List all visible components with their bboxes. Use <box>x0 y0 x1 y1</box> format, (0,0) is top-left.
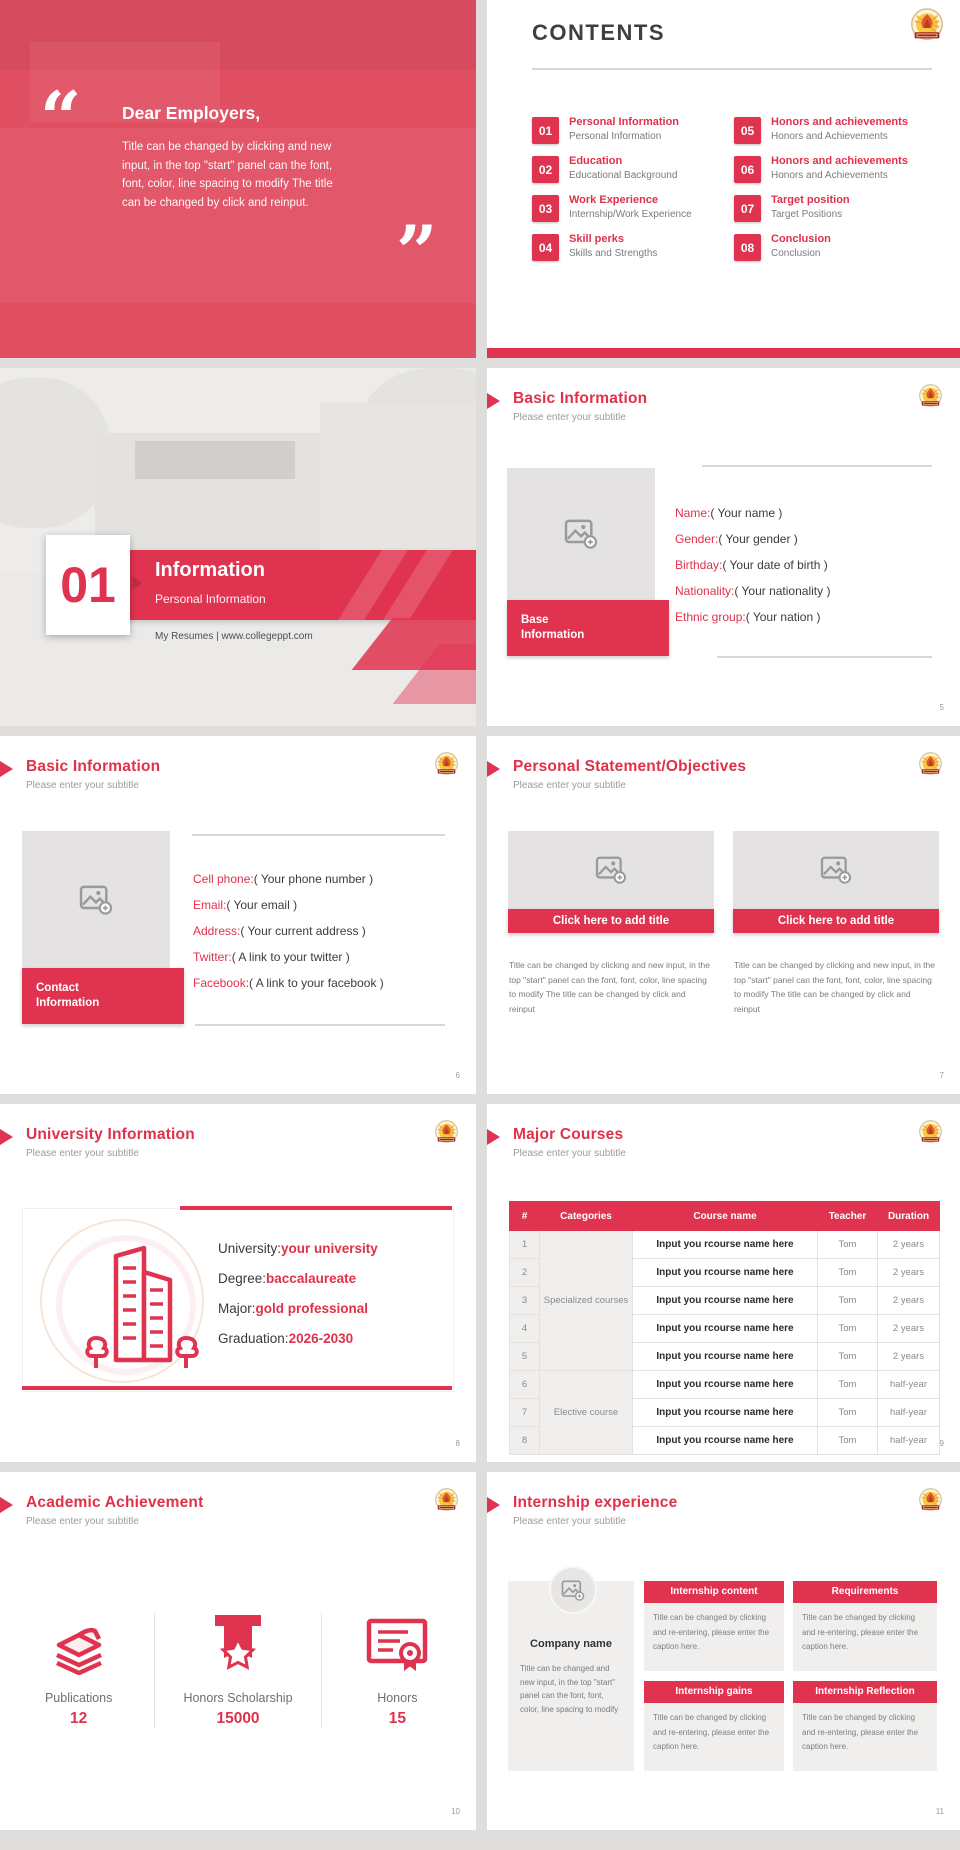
quote-line: can be changed by click and reinput. <box>122 196 309 209</box>
item-label: Honors and achievements <box>771 155 908 167</box>
slide-quote-cover[interactable] <box>0 0 476 358</box>
stat-item <box>322 1613 473 1728</box>
slide-contents[interactable] <box>487 0 960 358</box>
footer-accent-bar <box>487 348 960 358</box>
contents-title: CONTENTS <box>532 20 665 45</box>
company-avatar <box>549 1566 597 1614</box>
item-label: Skill perks <box>569 233 625 245</box>
table-row: 1 Specialized courses Input you rcourse name here Tom 2 years <box>510 1231 940 1259</box>
info-field: Email:( Your email ) <box>193 898 298 912</box>
section-footer: My Resumes | www.collegeppt.com <box>155 631 313 642</box>
university-crest-logo <box>433 1488 460 1515</box>
item-sublabel: Educational Background <box>569 170 678 181</box>
page-number: 7 <box>939 1071 944 1080</box>
university-crest-logo <box>917 1120 944 1147</box>
image-placeholder <box>507 468 655 600</box>
info-fields <box>193 866 384 996</box>
table-row: 7 Input you rcourse name here Tom half-year <box>510 1399 940 1427</box>
caption-text: Contact Information <box>36 982 100 1009</box>
section-subtitle: Personal Information <box>155 592 266 606</box>
placeholder-caption <box>22 968 184 1024</box>
slide-title: Basic Information <box>26 758 161 775</box>
internship-card-title: Internship gains <box>644 1681 784 1703</box>
contents-item <box>532 234 734 273</box>
image-placeholder <box>733 831 939 909</box>
item-sublabel: Honors and Achievements <box>771 170 888 181</box>
info-field: Facebook:( A link to your facebook ) <box>193 976 384 990</box>
item-sublabel: Internship/Work Experience <box>569 209 692 220</box>
page-number: 8 <box>455 1439 460 1448</box>
photo-building-wing <box>320 403 476 573</box>
stat-label: Honors Scholarship <box>183 1691 293 1705</box>
internship-card-title: Requirements <box>793 1581 937 1603</box>
section-number: 01 <box>60 557 116 613</box>
university-crest-logo <box>917 752 944 779</box>
page-number: 10 <box>451 1807 460 1816</box>
quote-body <box>122 138 333 212</box>
item-sublabel: Target Positions <box>771 209 843 220</box>
slide-title: Personal Statement/Objectives <box>513 758 747 775</box>
divider <box>192 834 445 836</box>
table-row: 5 Input you rcourse name here Tom 2 years <box>510 1343 940 1371</box>
table-row: 4 Input you rcourse name here Tom 2 years <box>510 1315 940 1343</box>
add-title-button: Click here to add title <box>508 909 714 933</box>
university-crest-logo <box>908 8 946 46</box>
col-header: Duration <box>878 1202 940 1231</box>
slide-header <box>487 758 960 804</box>
slide-section-01[interactable] <box>0 368 476 726</box>
item-label: Work Experience <box>569 194 659 206</box>
contents-item <box>532 195 734 234</box>
item-number-badge: 06 <box>734 156 761 183</box>
image-placeholder <box>22 831 170 968</box>
open-quote-icon: “ <box>40 75 82 160</box>
contents-item <box>734 195 908 234</box>
slide-subtitle: Please enter your subtitle <box>513 412 626 423</box>
add-image-icon <box>820 856 852 884</box>
red-triangle-marker <box>0 761 13 777</box>
slide-title: Major Courses <box>513 1126 624 1143</box>
slide-internship-experience[interactable] <box>487 1472 960 1830</box>
slide-major-courses[interactable] <box>487 1104 960 1462</box>
slide-title: Internship experience <box>513 1494 678 1511</box>
divider <box>195 1024 445 1026</box>
add-image-icon <box>561 1580 585 1601</box>
info-field: Cell phone:( Your phone number ) <box>193 872 374 886</box>
item-number-badge: 03 <box>532 195 559 222</box>
slide-title: Academic Achievement <box>26 1494 204 1511</box>
item-number-badge: 05 <box>734 117 761 144</box>
company-name: Company name <box>530 1638 612 1650</box>
stat-item <box>3 1613 154 1728</box>
page-number: 5 <box>939 703 944 712</box>
stat-label: Publications <box>44 1691 113 1705</box>
section-number-box <box>46 535 130 635</box>
table-header-row <box>510 1202 940 1231</box>
slide-base-information[interactable] <box>487 368 960 726</box>
internship-card-title: Internship content <box>644 1581 784 1603</box>
add-title-button: Click here to add title <box>733 909 939 933</box>
honor-medal-icon <box>213 1613 263 1675</box>
info-field: Gender:( Your gender ) <box>675 532 798 546</box>
item-label: Target position <box>771 194 850 206</box>
add-image-icon <box>79 885 113 915</box>
info-fields <box>675 500 830 630</box>
item-sublabel: Personal Information <box>569 131 662 142</box>
certificate-icon <box>366 1617 428 1675</box>
item-number-badge: 04 <box>532 234 559 261</box>
col-header: # <box>510 1202 540 1231</box>
item-label: Personal Information <box>569 116 680 128</box>
university-field: University:your university <box>218 1241 378 1256</box>
image-placeholder <box>508 831 714 909</box>
slide-subtitle: Please enter your subtitle <box>26 780 139 791</box>
red-triangle-marker <box>487 1497 500 1513</box>
university-crest-logo <box>433 752 460 779</box>
item-number-badge: 01 <box>532 117 559 144</box>
info-field: Name:( Your name ) <box>675 506 783 520</box>
university-field: Major:gold professional <box>218 1301 369 1316</box>
item-number-badge: 07 <box>734 195 761 222</box>
table-row: 6 Elective course Input you rcourse name here Tom half-year <box>510 1371 940 1399</box>
slide-subtitle: Please enter your subtitle <box>513 1148 626 1159</box>
close-quote-icon: ” <box>396 209 438 294</box>
slide-header <box>0 758 476 804</box>
slide-title: Basic Information <box>513 390 648 407</box>
contents-item <box>532 156 734 195</box>
item-number-badge: 02 <box>532 156 559 183</box>
internship-card-title: Internship Reflection <box>793 1681 937 1703</box>
page-number: 6 <box>455 1071 460 1080</box>
publications-books-icon <box>47 1617 111 1675</box>
slide-personal-statement[interactable] <box>487 736 960 1094</box>
contents-item <box>734 234 908 273</box>
photo-tree <box>0 378 110 528</box>
accent-line-top <box>180 1206 452 1210</box>
col-header: Categories <box>540 1202 633 1231</box>
red-triangle-marker <box>0 1129 13 1145</box>
divider <box>717 656 932 658</box>
university-field: Graduation:2026-2030 <box>218 1331 354 1346</box>
slide-header <box>0 1126 476 1172</box>
item-sublabel: Skills and Strengths <box>569 248 658 259</box>
slide-header <box>487 390 960 436</box>
add-image-icon <box>564 519 598 549</box>
item-label: Conclusion <box>771 233 831 245</box>
university-crest-logo <box>433 1120 460 1147</box>
item-sublabel: Honors and Achievements <box>771 131 888 142</box>
quote-title: Dear Employers, <box>122 103 261 123</box>
item-number-badge: 08 <box>734 234 761 261</box>
slide-subtitle: Please enter your subtitle <box>26 1516 139 1527</box>
info-field: Nationality:( Your nationality ) <box>675 584 831 598</box>
quote-line: font, color, line spacing to modify The title <box>122 178 333 190</box>
info-field: Address:( Your current address ) <box>193 924 366 938</box>
slide-title: University Information <box>26 1126 195 1143</box>
divider <box>532 68 932 70</box>
red-triangle-marker <box>0 1497 13 1513</box>
red-triangle-marker <box>487 393 500 409</box>
info-field: Ethnic group:( Your nation ) <box>675 610 821 624</box>
quote-line: Title can be changed by clicking and new <box>122 141 332 153</box>
company-caption: Title can be changed and new input, in the top "start" panel can the font, font, color, line spacing to modify <box>520 1664 619 1714</box>
stat-item <box>154 1613 321 1728</box>
caption-text: Title can be changed by clicking and new input, in the top "start" panel can the font, font, color, line spacing to modify The title can be changed by click and reinput <box>734 960 935 1014</box>
contents-list <box>532 117 908 273</box>
col-header: Teacher <box>818 1202 878 1231</box>
slide-subtitle: Please enter your subtitle <box>26 1148 139 1159</box>
stat-value: 15 <box>388 1710 406 1727</box>
slide-subtitle: Please enter your subtitle <box>513 1516 626 1527</box>
internship-card-body: Title can be changed by clicking and re-entering, please enter the caption here. <box>793 1603 937 1671</box>
table-row: 2 Input you rcourse name here Tom 2 years <box>510 1259 940 1287</box>
university-fields <box>218 1234 378 1354</box>
info-field: Birthday:( Your date of birth ) <box>675 558 828 572</box>
banner-notch <box>130 574 142 592</box>
slide-header <box>487 1126 960 1172</box>
courses-table <box>509 1201 940 1455</box>
col-header: Course name <box>633 1202 818 1231</box>
internship-card-body: Title can be changed by clicking and re-entering, please enter the caption here. <box>793 1703 937 1771</box>
internship-card-body: Title can be changed by clicking and re-entering, please enter the caption here. <box>644 1603 784 1671</box>
stat-value: 15000 <box>216 1710 260 1727</box>
item-label: Education <box>569 155 623 167</box>
accent-line-bottom <box>22 1386 452 1390</box>
university-field: Degree:baccalaureate <box>218 1271 357 1286</box>
table-row: 3 Input you rcourse name here Tom 2 years <box>510 1287 940 1315</box>
quote-line: input, in the top "start" panel can the font, <box>122 159 333 172</box>
page-number: 9 <box>939 1439 944 1448</box>
placeholder-caption <box>507 600 669 656</box>
divider <box>702 465 932 467</box>
category-cell: Elective course <box>540 1371 633 1455</box>
slide-header <box>487 1494 960 1540</box>
university-building-icon <box>82 1242 200 1374</box>
contents-item <box>734 117 908 156</box>
add-image-icon <box>595 856 627 884</box>
photo-building-sign <box>135 441 295 479</box>
info-field: Twitter:( A link to your twitter ) <box>193 950 350 964</box>
stat-value: 12 <box>70 1710 88 1727</box>
section-title: Information <box>155 559 265 581</box>
red-triangle-marker <box>487 1129 500 1145</box>
slide-contact-information[interactable] <box>0 736 476 1094</box>
achievement-stats <box>3 1613 473 1728</box>
item-label: Honors and achievements <box>771 116 908 128</box>
slide-header <box>0 1494 476 1540</box>
slide-subtitle: Please enter your subtitle <box>513 780 626 791</box>
slide-academic-achievement[interactable] <box>0 1472 476 1830</box>
contents-item <box>532 117 734 156</box>
table-row: 8 Input you rcourse name here Tom half-year <box>510 1427 940 1455</box>
caption-text: Base Information <box>521 614 585 641</box>
item-sublabel: Conclusion <box>771 248 821 259</box>
red-triangle-marker <box>487 761 500 777</box>
stat-label: Honors <box>377 1691 418 1705</box>
slide-university-information[interactable] <box>0 1104 476 1462</box>
university-crest-logo <box>917 1488 944 1515</box>
internship-card-body: Title can be changed by clicking and re-entering, please enter the caption here. <box>644 1703 784 1771</box>
university-crest-logo <box>917 384 944 411</box>
caption-text: Title can be changed by clicking and new input, in the top "start" panel can the font, font, color, line spacing to modify The title can be changed by click and reinput <box>509 960 710 1014</box>
category-cell: Specialized courses <box>540 1231 633 1371</box>
contents-item <box>734 156 908 195</box>
page-number: 11 <box>935 1807 944 1816</box>
